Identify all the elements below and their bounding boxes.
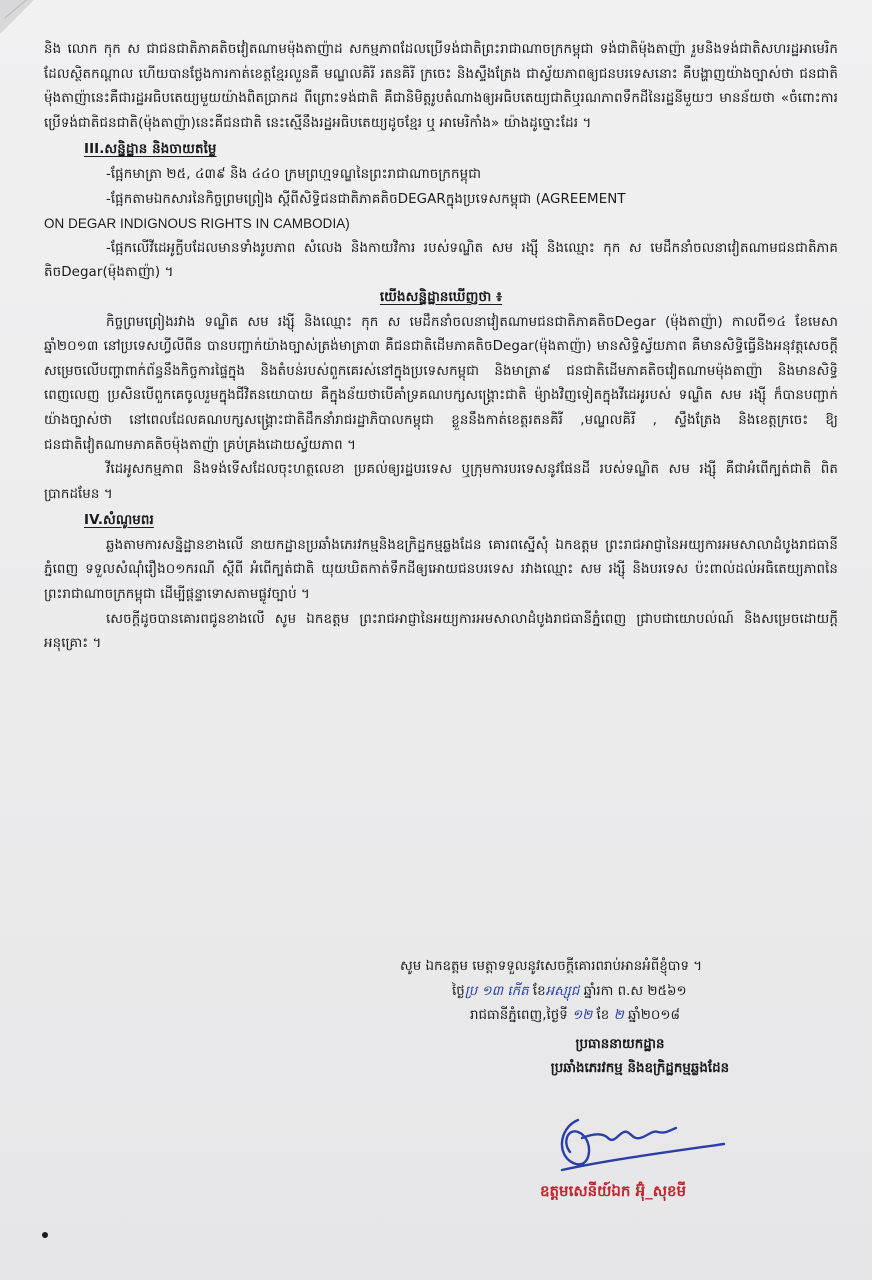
signature-block	[400, 955, 840, 1082]
conclusion-heading: យើងសន្និដ្ឋានឃើញថា ៖	[379, 289, 503, 305]
solar-date-month-label: ខែ	[592, 1008, 614, 1024]
lunar-date-line	[400, 980, 840, 1005]
solar-day-handwritten: ១២	[572, 1008, 593, 1024]
solar-month-handwritten: ២	[613, 1008, 624, 1024]
closing-salutation: សូម ឯកឧត្ដម មេត្តាទទួលនូវសេចក្ដីគោរពរាប់អានអំពីខ្ញុំបាទ ។	[400, 959, 703, 974]
basis-criminal-code: -ផ្អែកមាត្រា ២៥, ៤៣៩ និង ៤៤០ ក្រមព្រហ្មទណ្ឌនៃព្រះរាជាណាចក្រកម្ពុជា	[106, 166, 482, 182]
lunar-date-suffix: ឆ្នាំរកា ព.ស ២៥៦១	[579, 983, 687, 999]
margin-dot	[42, 1232, 48, 1238]
document-body	[44, 38, 838, 657]
handwritten-signature	[548, 1108, 728, 1178]
paragraph-request: ឆ្លងតាមការសន្និដ្ឋានខាងលើ នាយកដ្ឋានប្រឆាំងភេរវកម្មនិងឧក្រិដ្ឋកម្មឆ្លងដែន គោរពស្នើសុំ ឯកឧត្ដម ព្រះរាជអាជ្ញានៃអយ្យការអមសាលាដំបូងរាជធានីភ្នំពេញ ទទួលសំណុំរឿង០១ករណី ស្ដីពី អំពើក្បត់ជាតិ យុយឃិតកាត់ទឹកដីឲ្យអោយជនបរទេស រវាងឈ្មោះ សម រង្ស៊ី និងបរទេស ប៉ះពាល់ដល់អធិតេយ្យភាពនៃព្រះរាជាណាចក្រកម្ពុជា ដើម្បីផ្ដន្ទាទោសតាមផ្លូវច្បាប់ ។	[44, 537, 838, 603]
lunar-date-prefix: ថ្ងៃ	[452, 983, 465, 999]
paragraph-flag-statement: និង លោក កុក ស ជាជនជាតិភាគតិចវៀតណាមម៉ុងតាញ៉ាដ សកម្មភាពដែលប្រើទង់ជាតិព្រះរាជាណាចក្រកម្ពុជា ទង់ជាតិម៉ុងតាញ៉ា រួមនិងទង់ជាតិសហរដ្ឋអាមេរិក ដែលស្ថិតកណ្ដាល ហើយបានថ្លែងការកាត់ខេត្តខ្មែរលួនគឺ មណ្ឌលគិរី រតនគិរី ក្រចេះ និងស្ទឹងត្រែង ជាស្វ័យភាពឲ្យជនបរទេសនោះ គឺបង្ហាញយ៉ាងច្បាស់ថា ជនជាតិម៉ុងតាញ៉ានេះគឺជារដ្ឋអធិបតេយ្យមួយយ៉ាងពិតប្រាកដ ពីព្រោះទង់ជាតិ គឺជានិមិត្តរូបតំណាងឲ្យអធិបតេយ្យជាតិឬរណភាពទឹកដីនៃរដ្ឋនីមួយៗ មានន័យថា «ចំពោះការប្រើទង់ជាតិជនជាតិ(ម៉ុងតាញ៉ា)នេះគឺជនជាតិ នេះស្មើនឹងរដ្ឋអធិបតេយ្យដូចខ្មែរ ឬ អាមេរិកាំង» យ៉ាងដូច្នោះដែរ ។	[44, 42, 838, 131]
solar-date-suffix: ឆ្នាំ២០១៨	[623, 1008, 680, 1024]
signer-department: ប្រឆាំងភេរវកម្ម និងឧក្រិដ្ឋកម្មឆ្លងដែន	[550, 1061, 730, 1077]
lunar-month-handwritten: អស្សុជ	[545, 983, 580, 999]
lunar-date-month-label: ខែ	[528, 983, 546, 999]
paragraph-agreement-analysis: កិច្ចព្រមព្រៀងរវាង ទណ្ឌិត សម រង្ស៊ី និងឈ្មោះ កុក ស មេដឹកនាំចលនាវៀតណាមជនជាតិភាគតិចDegar (ម៉ុងតាញ៉ា) កាលពី១៤ ខែមេសា ឆ្នាំ២០១៣ នៅប្រទេសហ្វីលីពីន បានបញ្ជាក់យ៉ាងច្បាស់ត្រង់មាត្រា៣ គឺជនជាតិដើមភាគតិចDegar(ម៉ុងតាញ៉ា) មានសិទ្ធិស្វ័យភាព គឺមានសិទ្ធិធ្វើនិងអនុវត្តសេចក្ដីសម្រេចលើបញ្ហាពាក់ព័ន្ធនឹងកិច្ចការផ្ទៃក្នុង និងតំបន់របស់ពួកគេរស់នៅក្នុងប្រទេសកម្ពុជា និងមាត្រា៩ ជនជាតិដើមភាគតិចវៀតណាមម៉ុងតាញ៉ា និងមានសិទ្ធិពេញលេញ ប្រសិនបើពួកគេចូលរួមក្នុងជីវិតនយោបាយ គឺក្នុងន័យថាបើគាំទ្រគណបក្សសង្គ្រោះជាតិ ម៉្យាងវិញទៀតក្នុងវីដេអូរបស់ ទណ្ឌិត សម រង្ស៊ី ក៏បានបញ្ជាក់យ៉ាងច្បាស់ថា នៅពេលដែលគណបក្សសង្គ្រោះជាតិដឹកនាំរាជរដ្ឋាភិបាលកម្ពុជា ខ្លួននឹងកាត់ខេត្តរតនគិរី ,មណ្ឌលគិរី , ស្ទឹងត្រែង និងខេត្តក្រចេះ ឱ្យជនជាតិវៀតណាមភាគតិចម៉ុងតាញ៉ា គ្រប់គ្រងដោយស្វ័យភាព ។	[44, 314, 838, 453]
basis-agreement-line2: ON DEGAR INDIGNOUS RIGHTS IN CAMBODIA)	[44, 216, 350, 232]
solar-date-line	[400, 1004, 840, 1029]
section-heading-request: IV.សំណូមពរ	[84, 513, 154, 529]
signer-name: ឧត្ដមសេនីយ៍ឯក អ៊ុំ_សុខមី	[540, 1182, 687, 1200]
paragraph-closing-request: សេចក្ដីដូចបានគោរពជូនខាងលើ សូម ឯកឧត្ដម ព្រះរាជអាជ្ញានៃអយ្យការអមសាលាដំបូងរាជធានីភ្នំពេញ ជ្រាបជាយោបល់ណ៍ និងសម្រេចដោយក្ដីអនុគ្រោះ ។	[44, 611, 838, 652]
paragraph-treason-finding: វីដេអូសកម្មភាព និងទង់ទើសដែលចុះហត្ថលេខា ប្រគល់ឲ្យរដ្ឋបរទេស ឬក្រុមការបរទេសនូវផែនដី របស់ទណ្ឌិត សម រង្ស៊ី គឺជាអំពើក្បត់ជាតិ ពិតប្រាកដមែន ។	[44, 462, 838, 502]
signer-title: ប្រធាននាយកដ្ឋាន	[575, 1036, 665, 1052]
solar-date-prefix: រាជធានីភ្នំពេញ,ថ្ងៃទី	[470, 1008, 573, 1024]
basis-agreement-line1: -ផ្អែកតាមឯកសារនៃកិច្ចព្រមព្រៀង ស្ដីពីសិទ្ធិជនជាតិភាគតិចDEGARក្នុងប្រទេសកម្ពុជា (AGREEMENT	[106, 191, 626, 207]
section-heading-conclusion: III.សន្និដ្ឋាន និងចាយតម្លៃ	[84, 142, 217, 158]
lunar-day-handwritten: ប្រ ១៣ កើត	[464, 983, 529, 999]
basis-video-clip: -ផ្អែកលើវីដេអូក្លីបដែលមានទាំងរូបភាព សំលេង និងកាយវិការ របស់ទណ្ឌិត សម រង្ស៊ី និងឈ្មោះ កុក ស មេដឹកនាំចលនាវៀតណាមជនជាតិភាគតិចDegar(ម៉ុងតាញ៉ា) ។	[44, 240, 838, 281]
